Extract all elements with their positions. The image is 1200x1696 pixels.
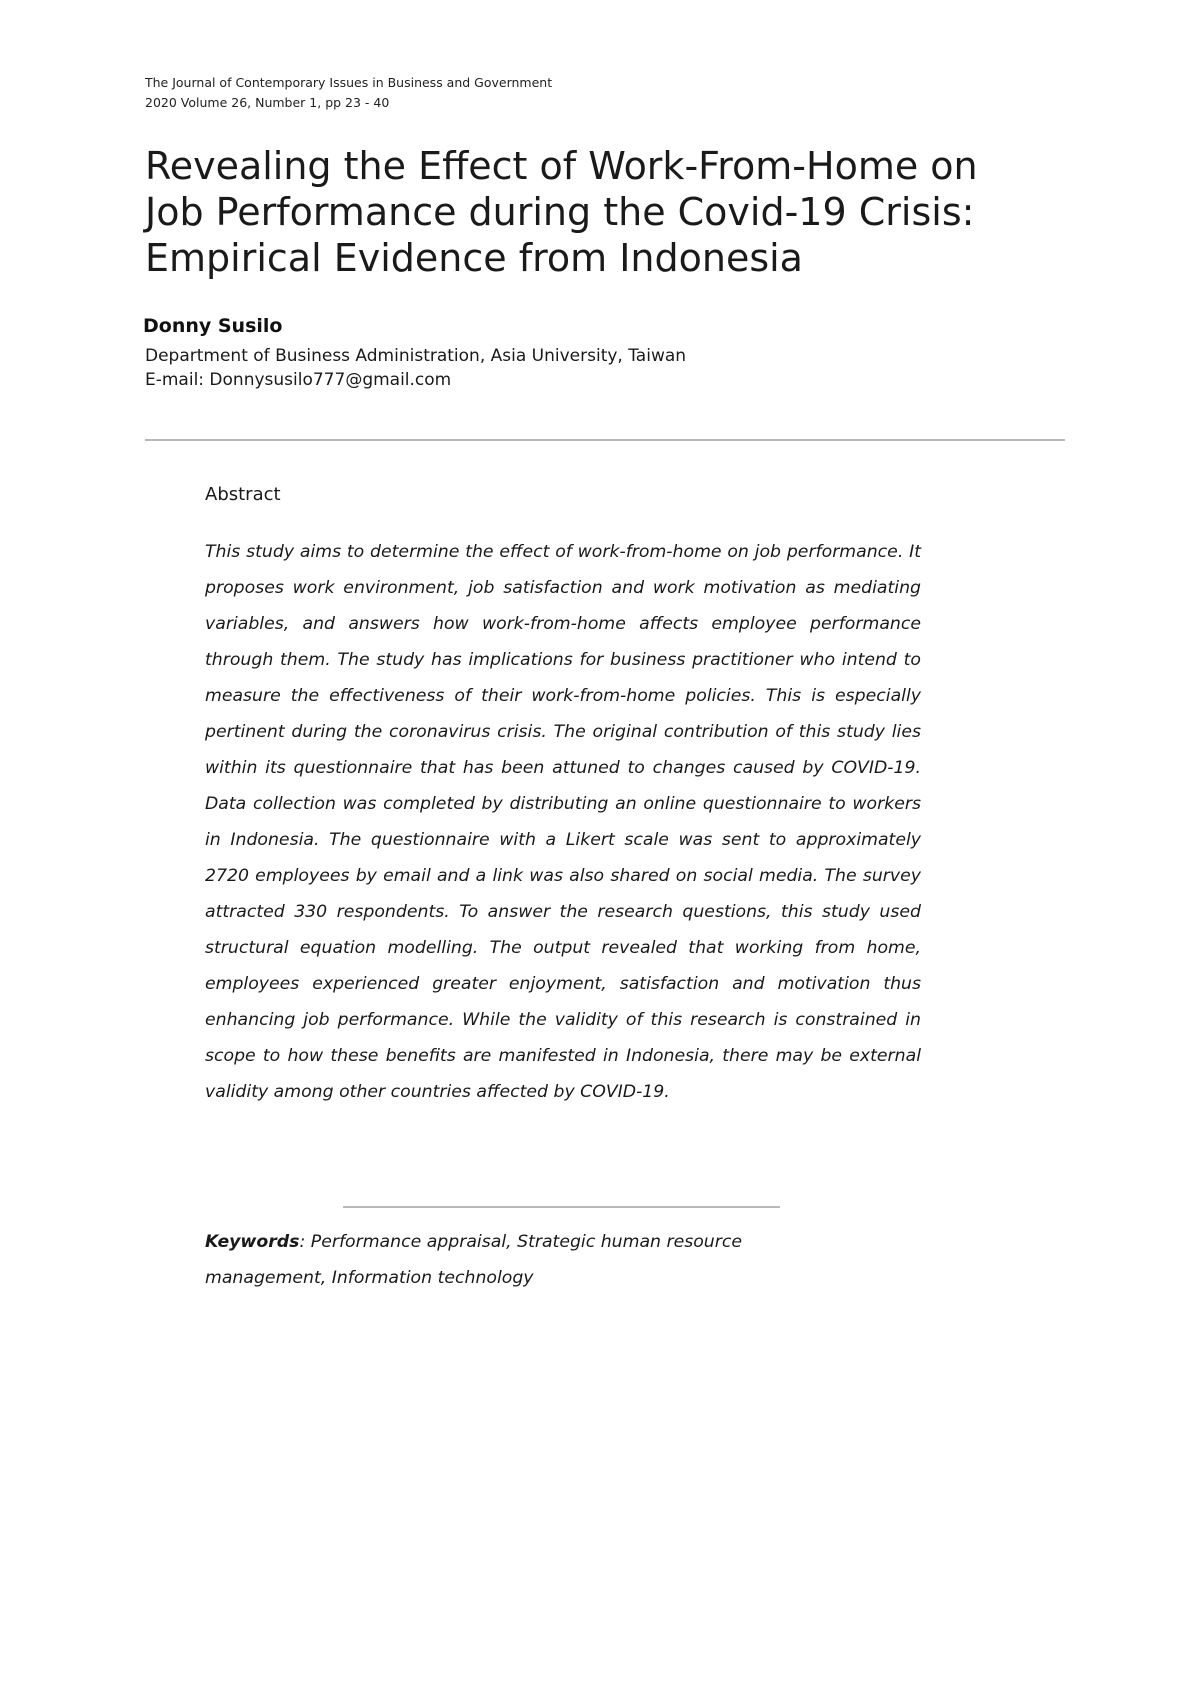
keywords-separator: : bbox=[299, 1232, 311, 1252]
title-line-3: Empirical Evidence from Indonesia bbox=[145, 236, 803, 280]
author-email: E-mail: Donnysusilo777@gmail.com bbox=[145, 370, 452, 390]
keywords bbox=[205, 1224, 845, 1296]
header-divider bbox=[145, 439, 1065, 441]
title-line-1: Revealing the Effect of Work-From-Home on bbox=[145, 144, 978, 188]
abstract-heading: Abstract bbox=[205, 484, 281, 505]
journal-issue: 2020 Volume 26, Number 1, pp 23 - 40 bbox=[145, 95, 390, 110]
journal-header bbox=[145, 73, 552, 113]
author-name: Donny Susilo bbox=[143, 315, 283, 337]
journal-name: The Journal of Contemporary Issues in Business and Government bbox=[145, 75, 553, 90]
author-department: Department of Business Administration, Asia University, Taiwan bbox=[145, 346, 687, 366]
paper-title bbox=[145, 143, 1075, 281]
title-line-2: Job Performance during the Covid-19 Crisis: bbox=[145, 190, 975, 234]
keywords-text: Performance appraisal, Strategic human resource management, Information technology bbox=[205, 1232, 743, 1288]
author-affiliation bbox=[145, 344, 686, 392]
abstract-text: This study aims to determine the effect of work-from-home on job performance. It proposes work environment, job satisfaction and work motivation as mediating variables, and answers how work-from-home affects employee performance through them. The study has implications for business practitioner who intend to measure the effectiveness of their work-from-home policies. This is especially pertinent during the coronavirus crisis. The original contribution of this study lies within its questionnaire that has been attuned to changes caused by COVID-19. Data collection was completed by distributing an online questionnaire to workers in Indonesia. The questionnaire with a Likert scale was sent to approximately 2720 employees by email and a link was also shared on social media. The survey attracted 330 respondents. To answer the research questions, this study used structural equation modelling. The output revealed that working from home, employees experienced greater enjoyment, satisfaction and motivation thus enhancing job performance. While the validity of this research is constrained in scope to how these benefits are manifested in Indonesia, there may be external validity among other countries affected by COVID-19. bbox=[205, 542, 921, 1102]
abstract-divider bbox=[343, 1206, 780, 1208]
keywords-label: Keywords bbox=[205, 1232, 300, 1252]
